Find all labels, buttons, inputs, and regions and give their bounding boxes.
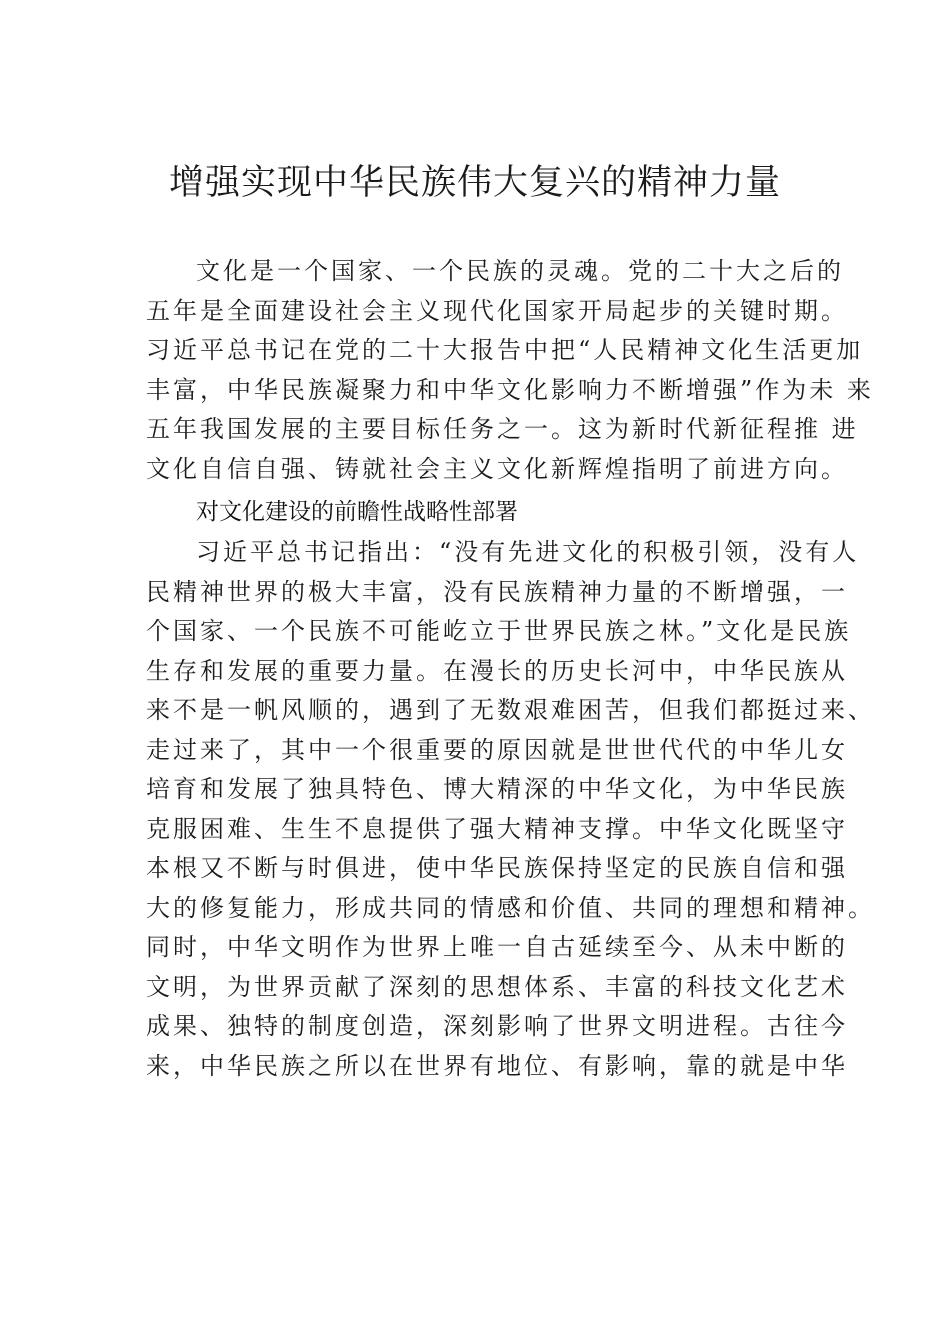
paragraph-section	[146, 533, 875, 1086]
text-line: 来不是一帆风顺的，遇到了无数艰难困苦，但我们都挺过来、	[146, 696, 875, 724]
text-line: 习近平总书记在党的二十大报告中把“人民精神文化生活更加	[146, 336, 864, 364]
section-heading: 对文化建设的前瞻性战略性部署	[196, 499, 518, 525]
document-title: 增强实现中华民族伟大复兴的精神力量	[168, 163, 781, 203]
paragraph-intro	[146, 252, 874, 489]
text-line: 成果、独特的制度创造，深刻影响了世界文明进程。古往今	[146, 1012, 848, 1040]
text-line: 大的修复能力，形成共同的情感和价值、共同的理想和精神。	[146, 893, 875, 922]
text-line: 个国家、一个民族不可能屹立于世界民族之林。”文化是民族	[146, 617, 852, 645]
text-line: 本根又不断与时俱进，使中华民族保持坚定的民族自信和强	[146, 854, 848, 882]
text-line: 同时，中华文明作为世界上唯一自古延续至今、从未中断的	[146, 933, 848, 961]
text-line: 走过来了，其中一个很重要的原因就是世世代代的中华儿女	[146, 735, 848, 764]
text-line: 克服困难、生生不息提供了强大精神支撑。中华文化既坚守	[146, 814, 848, 843]
text-line: 丰富，中华民族凝聚力和中华文化影响力不断增强”作为未 来	[146, 375, 874, 404]
text-line: 五年是全面建设社会主义现代化国家开局起步的关键时期。	[146, 296, 848, 325]
text-line: 民精神世界的极大丰富，没有民族精神力量的不断增强，一	[146, 577, 848, 606]
text-line: 培育和发展了独具特色、博大精深的中华文化，为中华民族	[146, 775, 848, 803]
text-line: 文化自信自强、铸就社会主义文化新辉煌指明了前进方向。	[146, 454, 848, 483]
text-line: 文化是一个国家、一个民族的灵魂。党的二十大之后的	[196, 257, 844, 285]
text-line: 来，中华民族之所以在世界有地位、有影响，靠的就是中华	[146, 1051, 848, 1080]
text-line: 习近平总书记指出：“没有先进文化的积极引领，没有人	[196, 538, 860, 566]
text-line: 生存和发展的重要力量。在漫长的历史长河中，中华民族从	[146, 656, 848, 685]
text-line: 文明，为世界贡献了深刻的思想体系、丰富的科技文化艺术	[146, 972, 848, 1001]
text-line: 五年我国发展的主要目标任务之一。这为新时代新征程推 进	[146, 415, 859, 443]
